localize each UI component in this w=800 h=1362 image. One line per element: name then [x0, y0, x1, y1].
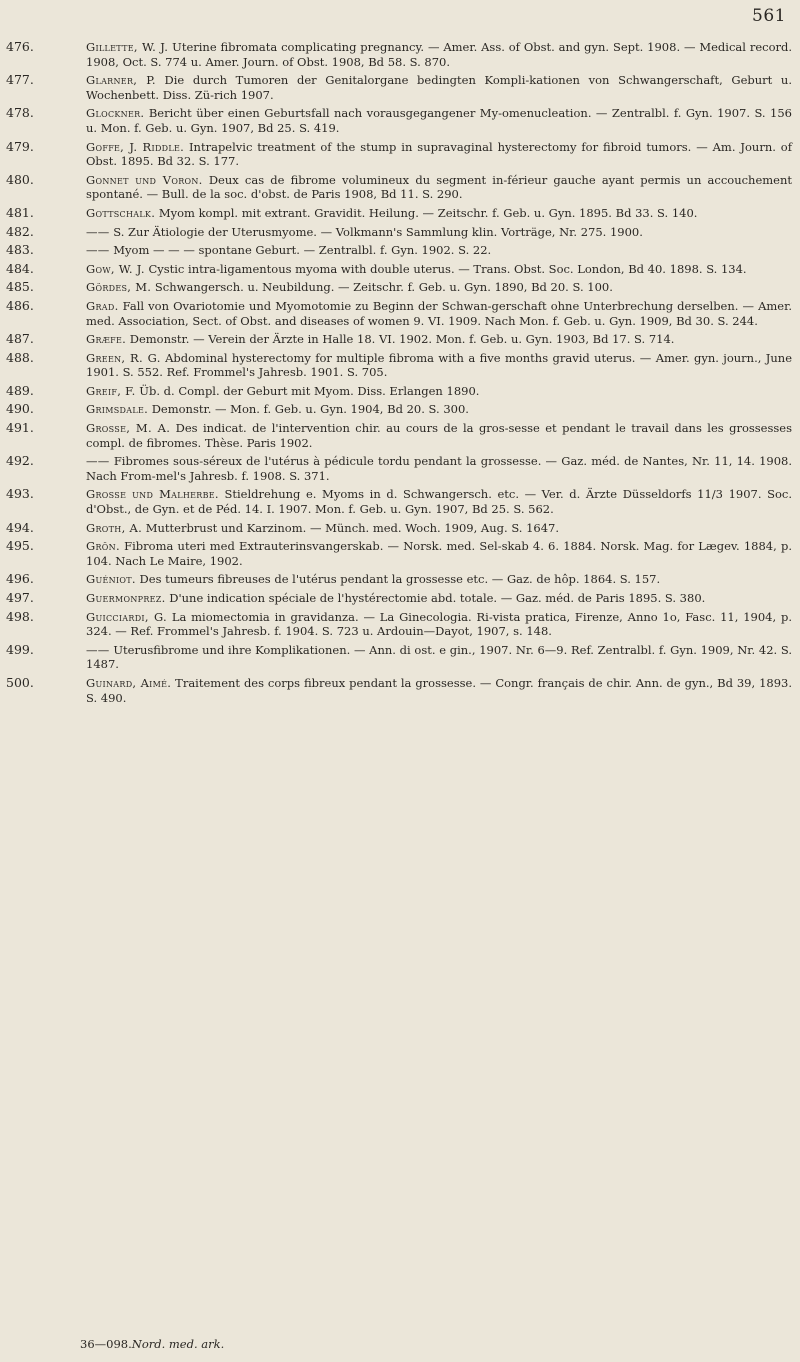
entry-author: Goffe, J. Riddle.: [86, 139, 185, 154]
entry-text: Stieldrehung e. Myoms in d. Schwangersch. etc. — Ver. d. Ärzte Düsseldorfs 11/3 1907. Soc. d'Obst., de Gyn. et de Péd. 14. I. 1907. Mon. f. Geb. u. Gyn. 1907, Bd 25. S. 562.: [86, 487, 793, 517]
entry-author: Gow, W. J.: [86, 261, 145, 276]
entry-author: Gördes, M.: [86, 280, 152, 295]
entry-number: 489.: [6, 382, 34, 398]
bibliography-entry: [6, 487, 792, 516]
entry-text: Myom kompl. mit extrant. Gravidit. Heilung. — Zeitschr. f. Geb. u. Gyn. 1895. Bd 33. S. 140.: [158, 205, 698, 220]
bibliography-entry: [6, 676, 792, 705]
entry-author: Grimsdale.: [86, 402, 149, 417]
entry-author: ——: [86, 243, 110, 258]
entry-author: ——: [86, 642, 110, 657]
entry-author: Grad.: [86, 298, 119, 313]
entry-number: 487.: [6, 331, 34, 347]
entry-author: ——: [86, 224, 110, 239]
printer-footer: [80, 1337, 224, 1351]
entry-number: 497.: [6, 590, 34, 605]
entry-number: 481.: [6, 204, 34, 220]
entry-author: Guermonprez.: [86, 591, 166, 605]
entry-text: Traitement des corps fibreux pendant la grossesse. — Congr. français de chir. Ann. de gyn., Bd 39, 1893. S. 490.: [86, 675, 792, 705]
footer-source: Nord. med. ark.: [131, 1337, 225, 1351]
bibliography-entry: [6, 243, 792, 258]
bibliography-entry: [6, 173, 792, 202]
entry-number: 480.: [6, 171, 34, 187]
bibliography-entry: [6, 454, 792, 483]
entry-number: 476.: [6, 39, 34, 54]
bibliography-entry: [6, 591, 792, 606]
entry-author: Greif, F.: [86, 383, 136, 398]
entry-number: 485.: [6, 279, 34, 295]
bibliography-entry: [6, 539, 792, 568]
entry-author: Guinard, Aimé.: [86, 675, 172, 690]
entry-author: Glockner.: [86, 106, 145, 121]
entry-author: Grosse, M. A.: [86, 421, 171, 436]
entry-text: Demonstr. — Verein der Ärzte in Halle 18. VI. 1902. Mon. f. Geb. u. Gyn. 1903, Bd 17. S. 714.: [129, 332, 675, 347]
entry-author: Græfe.: [86, 332, 127, 347]
bibliography-entry: [6, 299, 792, 328]
entry-author: Guicciardi, G.: [86, 609, 167, 624]
bibliography-entry: [6, 643, 792, 672]
entry-author: Groth, A.: [86, 520, 143, 535]
entry-number: 498.: [6, 608, 34, 624]
entry-author: Gottschalk.: [86, 205, 156, 220]
entry-author: ——: [86, 454, 110, 469]
bibliography-entry: [6, 384, 792, 399]
entry-number: 483.: [6, 242, 34, 258]
entry-number: 490.: [6, 401, 34, 417]
bibliography-entry: [6, 521, 792, 536]
entry-text: S. Zur Ätiologie der Uterusmyome. — Volkmann's Sammlung klin. Vorträge, Nr. 275. 1900.: [113, 224, 643, 239]
entry-author: Guéniot.: [86, 572, 136, 587]
entry-number: 478.: [6, 105, 34, 121]
entry-text: Fibromes sous-séreux de l'utérus à pédicule tordu pendant la grossesse. — Gaz. méd. de Nantes, Nr. 11, 14. 1908. Nach From-mel's Jahresb. f. 1908. S. 371.: [86, 454, 793, 483]
entry-text: La miomectomia in gravidanza. — La Ginecologia. Ri-vista pratica, Firenze, Anno 1o, Fasc. 11, 1904, p. 324. — Ref. Frommel's Jahresb. f. 1904. S. 723 u. Ardouin—Dayot, 1907, s. 148.: [86, 609, 793, 639]
entry-text: Intrapelvic treatment of the stump in supravaginal hysterectomy for fibroid tumors. — Am. Journ. of Obst. 1895. Bd 32. S. 177.: [86, 139, 792, 169]
entry-text: Schwangersch. u. Neubildung. — Zeitschr. f. Geb. u. Gyn. 1890, Bd 20. S. 100.: [154, 280, 613, 295]
entry-number: 500.: [6, 674, 34, 690]
bibliography-entry: [6, 332, 792, 347]
entry-text: Die durch Tumoren der Genitalorgane bedingten Kompli-kationen von Schwangerschaft, Geburt u. Wochenbett. Diss. Zü-rich 1907.: [86, 73, 792, 102]
entry-text: Uterine fibromata complicating pregnancy. — Amer. Ass. of Obst. and gyn. Sept. 1908. — Medical record. 1908, Oct. S. 774 u. Amer. Journ. of Obst. 1908, Bd 58. S. 870.: [86, 40, 793, 69]
entry-text: Üb. d. Compl. der Geburt mit Myom. Diss. Erlangen 1890.: [139, 383, 480, 398]
bibliography-entry: [6, 572, 792, 587]
entry-author: Glarner, P.: [86, 73, 156, 88]
bibliography-entry: [6, 40, 792, 69]
entry-number: 488.: [6, 349, 34, 365]
entry-number: 494.: [6, 519, 34, 535]
entry-text: Demonstr. — Mon. f. Geb. u. Gyn. 1904, Bd 20. S. 300.: [151, 402, 469, 417]
entry-author: Gonnet und Voron.: [86, 172, 203, 187]
bibliography-entry: [6, 280, 792, 295]
bibliography-entry: [6, 421, 792, 450]
bibliography-entry: [6, 206, 792, 221]
entry-text: Mutterbrust und Karzinom. — Münch. med. Woch. 1909, Aug. S. 1647.: [145, 520, 560, 535]
bibliography-list: [6, 40, 792, 709]
entry-number: 492.: [6, 453, 34, 469]
entry-number: 496.: [6, 571, 34, 587]
bibliography-entry: [6, 402, 792, 417]
entry-number: 486.: [6, 297, 34, 313]
entry-text: Uterusfibrome und ihre Komplikationen. — Ann. di ost. e gin., 1907. Nr. 6—9. Ref. Zentralbl. f. Gyn. 1909, Nr. 42. S. 1487.: [86, 642, 793, 672]
bibliography-entry: [6, 73, 792, 102]
entry-author: Green, R. G.: [86, 350, 161, 365]
entry-text: Des tumeurs fibreuses de l'utérus pendant la grossesse etc. — Gaz. de hôp. 1864. S. 157.: [139, 572, 661, 587]
entry-author: Grosse und Malherbe.: [86, 487, 219, 502]
entry-text: Bericht über einen Geburtsfall nach vorausgegangener My-omenucleation. — Zentralbl. f. Gyn. 1907. S. 156 u. Mon. f. Geb. u. Gyn. 1907, Bd 25. S. 419.: [86, 106, 793, 135]
entry-text: Myom — — — spontane Geburt. — Zentralbl. f. Gyn. 1902. S. 22.: [113, 243, 492, 258]
entry-text: Fibroma uteri med Extrauterinsvangerskab. — Norsk. med. Sel-skab 4. 6. 1884. Norsk. Mag. for Lægev. 1884, p. 104. Nach Le Maire, 1902.: [86, 539, 792, 568]
entry-number: 493.: [6, 486, 34, 502]
entry-number: 477.: [6, 72, 34, 88]
bibliography-entry: [6, 225, 792, 240]
entry-number: 491.: [6, 420, 34, 436]
entry-text: Fall von Ovariotomie und Myomotomie zu Beginn der Schwan-gerschaft ohne Unterbrechung derselben. — Amer. med. Association, Sect. of Obst. and diseases of women 9. VI. 1909. Nach Mon. f. Geb. u. Gyn. 1909, Bd 30. S. 244.: [86, 298, 792, 328]
entry-number: 479.: [6, 138, 34, 154]
bibliography-entry: [6, 106, 792, 135]
entry-text: Cystic intra-ligamentous myoma with double uterus. — Trans. Obst. Soc. London, Bd 40. 1898. S. 134.: [148, 261, 747, 276]
entry-text: Des indicat. de l'intervention chir. au cours de la gros-sesse et pendant le travail dans les grossesses compl. de fibromes. Thèse. Paris 1902.: [86, 421, 792, 450]
entry-text: Deux cas de fibrome volumineux du segment in-férieur gauche ayant permis un accouchement spontané. — Bull. de la soc. d'obst. de Paris 1908, Bd 11. S. 290.: [86, 172, 793, 202]
bibliography-entry: [6, 262, 792, 277]
bibliography-entry: [6, 140, 792, 169]
bibliography-entry: [6, 351, 792, 380]
bibliography-entry: [6, 610, 792, 639]
entry-number: 482.: [6, 223, 34, 239]
entry-author: Gillette, W. J.: [86, 40, 169, 54]
entry-number: 484.: [6, 260, 34, 276]
entry-number: 495.: [6, 538, 34, 554]
entry-author: Grön.: [86, 539, 120, 554]
footer-signature: 36—098.: [80, 1337, 132, 1351]
page-number: 561: [752, 6, 786, 26]
entry-text: D'une indication spéciale de l'hystérectomie abd. totale. — Gaz. méd. de Paris 1895. S. 380.: [169, 591, 706, 605]
entry-number: 499.: [6, 641, 34, 657]
entry-text: Abdominal hysterectomy for multiple fibroma with a five months gravid uterus. — Amer. gyn. journ., June 1901. S. 552. Ref. Frommel's Jahresb. 1901. S. 705.: [86, 350, 793, 380]
